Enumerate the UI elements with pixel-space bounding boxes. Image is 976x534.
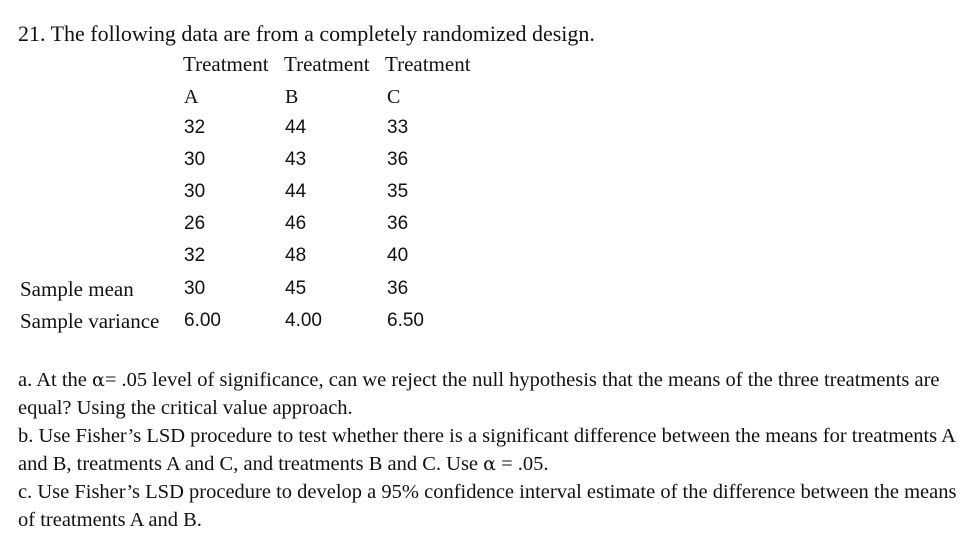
treatment-letter-a: A bbox=[184, 86, 199, 108]
question-b-text-start: b. Use Fisher’s LSD procedure to test whether there is a significant difference between the means for treatments A and B, treatments A and C, and treatments B and C. Use bbox=[18, 425, 955, 475]
question-b bbox=[18, 422, 968, 478]
table-cell: 43 bbox=[285, 149, 307, 170]
header-treatment-a: Treatment bbox=[183, 52, 269, 76]
table-cell: 30 bbox=[184, 149, 206, 170]
sample-mean-b: 45 bbox=[285, 278, 307, 299]
question-a-text-end: = .05 level of significance, can we reject the null hypothesis that the means of the three treatments are equal? Using the critical value approach. bbox=[18, 369, 940, 419]
question-c: c. Use Fisher’s LSD procedure to develop a 95% confidence interval estimate of the difference between the means of treatments A and B. bbox=[18, 481, 957, 531]
table-cell: 40 bbox=[387, 245, 409, 266]
sample-variance-a: 6.00 bbox=[184, 310, 221, 331]
problem-title: 21. The following data are from a completely randomized design. bbox=[18, 21, 595, 46]
sample-variance-c: 6.50 bbox=[387, 310, 424, 331]
sample-mean-label: Sample mean bbox=[20, 277, 134, 301]
table-cell: 35 bbox=[387, 181, 409, 202]
sample-mean-a: 30 bbox=[184, 278, 206, 299]
table-cell: 32 bbox=[184, 117, 206, 138]
table-cell: 36 bbox=[387, 149, 409, 170]
table-cell: 36 bbox=[387, 213, 409, 234]
table-cell: 44 bbox=[285, 181, 307, 202]
treatment-letter-c: C bbox=[387, 86, 401, 108]
table-cell: 26 bbox=[184, 213, 206, 234]
table-cell: 48 bbox=[285, 245, 307, 266]
question-a bbox=[18, 366, 968, 422]
alpha-symbol: α bbox=[92, 369, 105, 391]
table-cell: 44 bbox=[285, 117, 307, 138]
question-list bbox=[18, 366, 968, 534]
question-a-text-start: a. At the bbox=[18, 369, 93, 391]
treatment-letter-b: B bbox=[285, 86, 299, 108]
question-b-text-end: = .05. bbox=[496, 453, 549, 475]
header-treatment-b: Treatment bbox=[284, 52, 370, 76]
header-treatment-c: Treatment bbox=[385, 52, 471, 76]
alpha-symbol: α bbox=[483, 453, 496, 475]
table-cell: 46 bbox=[285, 213, 307, 234]
table-cell: 33 bbox=[387, 117, 409, 138]
sample-mean-c: 36 bbox=[387, 278, 409, 299]
sample-variance-label: Sample variance bbox=[20, 309, 160, 333]
table-cell: 30 bbox=[184, 181, 206, 202]
table-cell: 32 bbox=[184, 245, 206, 266]
sample-variance-b: 4.00 bbox=[285, 310, 322, 331]
